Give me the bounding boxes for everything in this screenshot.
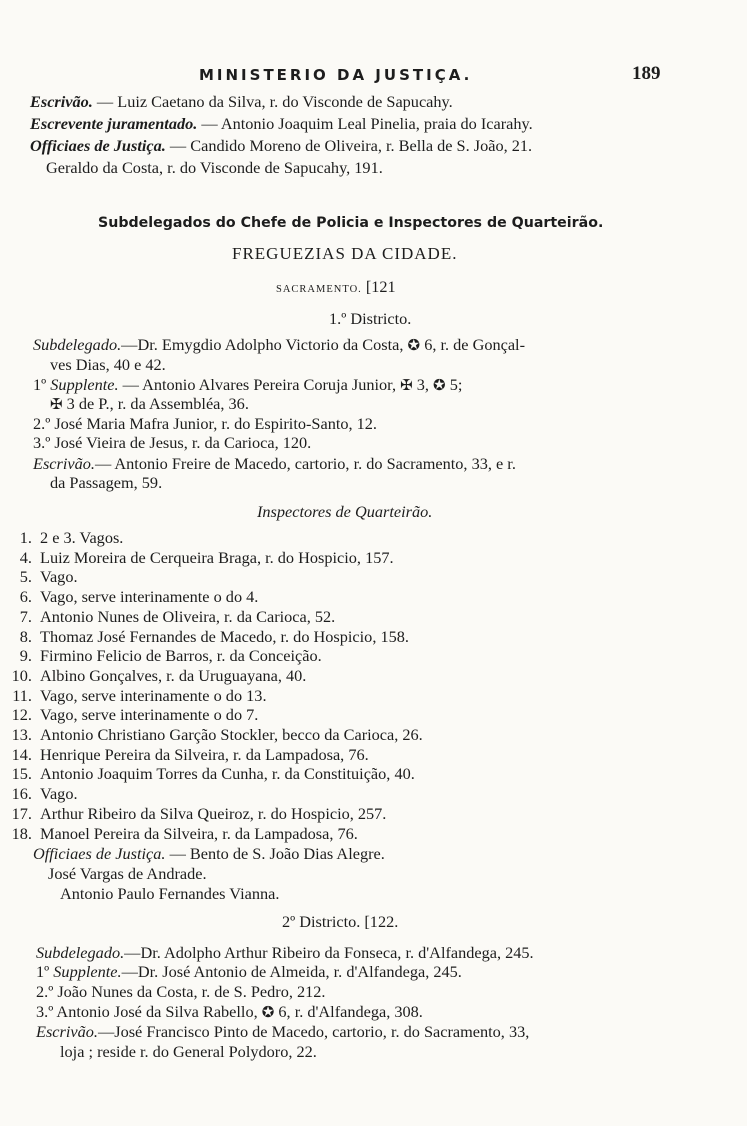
inspector-row (10, 784, 78, 803)
inspector-number: 12. (11, 705, 32, 725)
district2-title: 2º Districto. (282, 912, 361, 931)
inspector-text: Vago. (40, 567, 78, 587)
inspector-row (10, 666, 306, 685)
inspector-text: Luiz Moreira de Cerqueira Braga, r. do Hospicio, 157. (40, 547, 394, 567)
officiaes-label: Officiaes de Justiça. (30, 136, 166, 155)
inspector-number: 14. (11, 744, 32, 764)
d2-escrivao-label: Escrivão. (36, 1022, 98, 1041)
district1-title: 1.º Districto. (329, 309, 412, 328)
parish-line (276, 277, 396, 299)
d1-supp1-cross-num: 3, (416, 375, 429, 394)
d2-subdelegado-label: Subdelegado. (36, 943, 125, 962)
d2-supplente1 (36, 962, 462, 981)
d2-subdelegado (36, 943, 534, 962)
inspector-text: Antonio Nunes de Oliveira, r. da Carioca, 52. (40, 606, 336, 626)
inspector-text: Henrique Pereira da Silveira, r. da Lampadosa, 76. (40, 744, 369, 764)
inspector-row (10, 528, 123, 547)
inspector-number: 16. (11, 784, 32, 804)
top-escrevente (30, 114, 533, 133)
d2-supp1-prefix: 1º (36, 962, 50, 981)
escrevente-text: — Antonio Joaquim Leal Pinelia, praia do Icarahy. (201, 114, 533, 133)
medal-icon: ✪ (261, 1005, 275, 1021)
inspector-text: Firmino Felicio de Barros, r. da Conceição. (40, 646, 322, 666)
d2-supp1-label: Supplente. (53, 962, 122, 981)
d1-supp1-cont: 3 de P., r. da Assembléa, 36. (66, 394, 249, 413)
inspector-text: Albino Gonçalves, r. da Uruguayana, 40. (40, 665, 307, 685)
d1-escrivao-text: — Antonio Freire de Macedo, cartorio, r. do Sacramento, 33, e r. (94, 454, 516, 473)
running-header: MINISTERIO DA JUSTIÇA. (199, 66, 473, 84)
top-escrivao (30, 92, 453, 111)
inspector-number: 9. (19, 646, 32, 666)
inspector-text: Thomaz José Fernandes de Macedo, r. do Hospicio, 158. (40, 626, 409, 646)
top-officiaes (30, 136, 532, 155)
d2-escrivao-text: —José Francisco Pinto de Macedo, cartorio, r. do Sacramento, 33, (97, 1022, 530, 1041)
d1-subdelegado-cont: ves Dias, 40 e 42. (50, 355, 166, 374)
inspector-row (10, 627, 409, 646)
escrivao-label: Escrivão. (30, 92, 93, 111)
parish-name: SACRAMENTO. (276, 284, 362, 295)
d2-supplente3 (36, 1002, 423, 1023)
inspector-row (10, 804, 386, 823)
d2-subdelegado-text: —Dr. Adolpho Arthur Ribeiro da Fonseca, r. d'Alfandega, 245. (124, 943, 534, 962)
d2-escrivao-cont: loja ; reside r. do General Polydoro, 22. (60, 1042, 317, 1061)
d1-supp1-label: Supplente. (50, 375, 119, 394)
inspector-row (10, 824, 358, 843)
inspector-row (10, 587, 258, 606)
inspector-number: 4. (19, 547, 32, 567)
d1-officiaes (33, 844, 385, 863)
d1-supplente2: 2.º José Maria Mafra Junior, r. do Espirito-Santo, 12. (33, 414, 377, 433)
d1-supplente3: 3.º José Vieira de Jesus, r. da Carioca, 120. (33, 433, 312, 452)
inspector-row (10, 646, 322, 665)
inspector-number: 13. (11, 725, 32, 744)
top-geraldo: Geraldo da Costa, r. do Visconde de Sapucahy, 191. (46, 158, 383, 177)
page-number: 189 (632, 63, 661, 84)
d1-officiaes-2: José Vargas de Andrade. (48, 864, 207, 883)
inspector-number: 11. (12, 685, 32, 705)
inspector-row (10, 725, 423, 744)
inspector-text: 2 e 3. Vagos. (40, 528, 124, 547)
d1-supplente1-cont (50, 394, 249, 415)
d1-supp1-text: — Antonio Alvares Pereira Coruja Junior, (122, 375, 397, 394)
inspector-number: 1. (19, 528, 32, 547)
parish-code: [121 (365, 277, 396, 296)
inspector-number: 6. (19, 587, 32, 607)
d1-escrivao (33, 454, 516, 473)
d1-officiaes-3: Antonio Paulo Fernandes Vianna. (60, 884, 280, 903)
d2-supp3-pre: 3.º Antonio José da Silva Rabello, (36, 1002, 258, 1021)
medal-icon: ✪ (433, 378, 446, 394)
district2-code: [122. (364, 912, 399, 931)
d1-subdelegado (33, 335, 525, 356)
inspector-number: 8. (19, 626, 32, 646)
inspector-number: 17. (11, 803, 32, 823)
d1-subdelegado-text: —Dr. Emygdio Adolpho Victorio da Costa, (121, 335, 404, 354)
inspector-text: Vago, serve interinamente o do 4. (40, 587, 259, 607)
inspector-row (10, 567, 78, 586)
d1-supp1-medal-num: 5; (449, 375, 463, 394)
escrivao-text: — Luiz Caetano da Silva, r. do Visconde de Sapucahy. (92, 92, 453, 111)
officiaes-text: — Candido Moreno de Oliveira, r. Bella de S. João, 21. (169, 136, 533, 155)
cross-icon: ✠ (50, 397, 63, 413)
d1-escrivao-label: Escrivão. (33, 454, 95, 473)
inspector-number: 10. (11, 665, 32, 685)
section-heading: Subdelegados do Chefe de Policia e Inspectores de Quarteirão. (98, 215, 604, 231)
d2-supp1-text: —Dr. José Antonio de Almeida, r. d'Alfandega, 245. (121, 962, 462, 981)
inspector-text: Antonio Christiano Garção Stockler, becco da Carioca, 26. (40, 725, 423, 744)
inspector-number: 18. (11, 823, 32, 843)
inspector-text: Vago, serve interinamente o do 7. (40, 705, 259, 725)
inspector-number: 7. (19, 606, 32, 626)
d1-escrivao-cont: da Passagem, 59. (50, 473, 163, 492)
inspectores-title: Inspectores de Quarteirão. (257, 502, 433, 521)
inspector-row (10, 548, 394, 567)
inspector-number: 15. (11, 764, 32, 784)
inspector-text: Antonio Joaquim Torres da Cunha, r. da Constituição, 40. (40, 764, 415, 784)
d1-supp1-prefix: 1º (33, 375, 47, 394)
d2-escrivao (36, 1022, 529, 1041)
inspector-row (10, 686, 267, 705)
inspector-row (10, 607, 335, 626)
cross-icon: ✠ (400, 378, 413, 394)
inspector-number: 5. (19, 567, 32, 587)
section-subheading: FREGUEZIAS DA CIDADE. (232, 244, 458, 263)
d2-supplente2: 2.º João Nunes da Costa, r. de S. Pedro, 212. (36, 982, 326, 1001)
inspector-text: Vago. (40, 784, 78, 804)
d1-officiaes-label: Officiaes de Justiça. (33, 844, 166, 863)
inspector-text: Arthur Ribeiro da Silva Queiroz, r. do Hospicio, 257. (40, 803, 387, 823)
inspector-row (10, 745, 369, 764)
inspector-text: Manoel Pereira da Silveira, r. da Lampadosa, 76. (40, 823, 358, 843)
d2-supp3-post: 6, r. d'Alfandega, 308. (278, 1002, 423, 1021)
medal-icon: ✪ (407, 338, 421, 354)
inspector-row (10, 705, 258, 724)
inspector-text: Vago, serve interinamente o do 13. (40, 685, 267, 705)
d1-subdelegado-medal-num: 6, r. de Gonçal- (424, 335, 526, 354)
escrevente-label: Escrevente juramentado. (30, 114, 198, 133)
d1-subdelegado-label: Subdelegado. (33, 335, 122, 354)
district2-title-line (282, 912, 398, 931)
inspector-row (10, 764, 415, 783)
d1-officiaes-text: — Bento de S. João Dias Alegre. (169, 844, 385, 863)
